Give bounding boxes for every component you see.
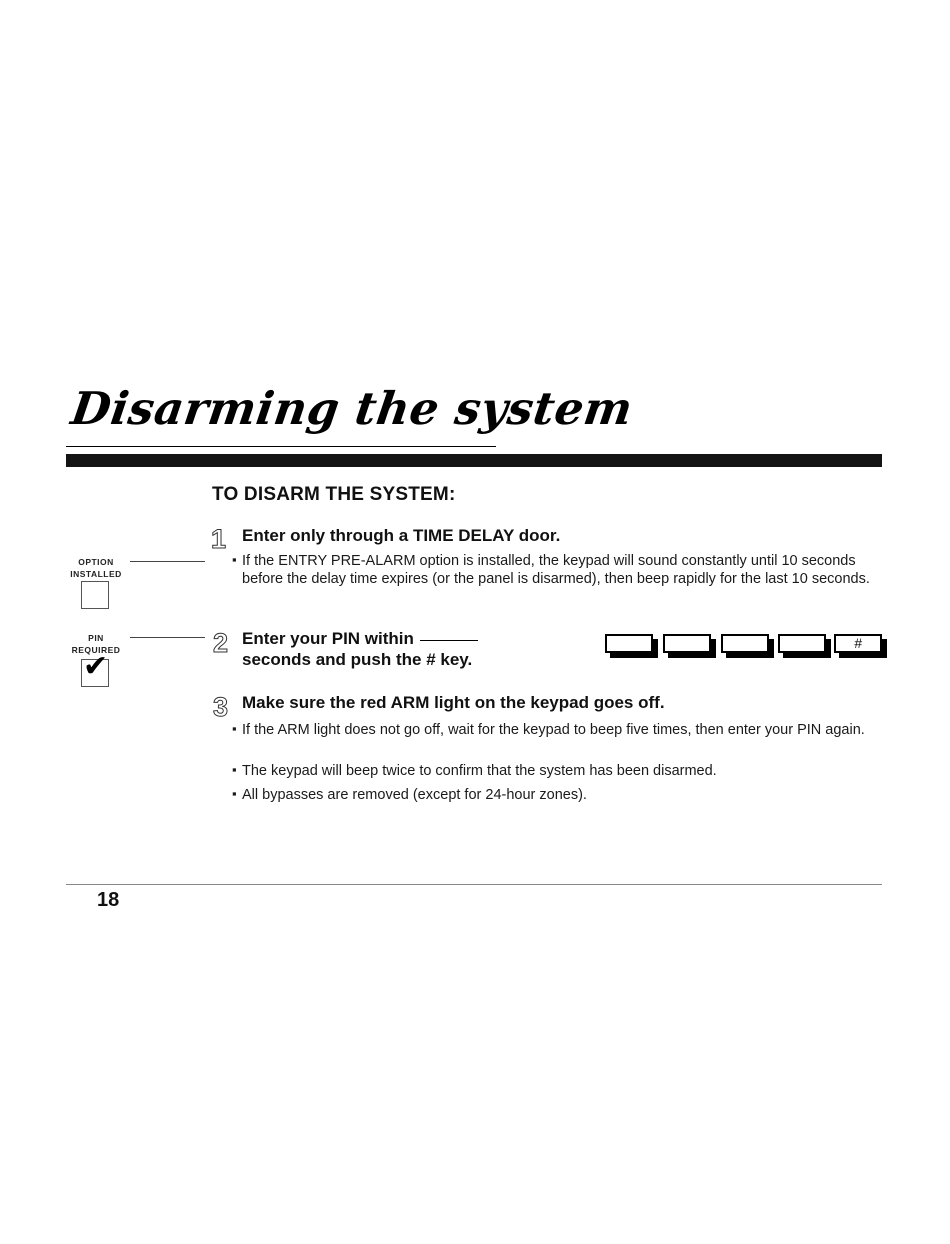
step-3-bullet-text: All bypasses are removed (except for 24-hour zones).: [242, 787, 587, 803]
option-label-line2: INSTALLED: [70, 568, 122, 579]
step-3-title: Make sure the red ARM light on the keypad goes off.: [242, 693, 665, 712]
keypad-key: [605, 634, 653, 653]
section-heading: TO DISARM THE SYSTEM:: [212, 484, 456, 505]
option-installed-label: [62, 557, 130, 580]
step-number-1: 1: [211, 524, 227, 554]
step-1-title: Enter only through a TIME DELAY door.: [242, 526, 561, 545]
step-1-bullet-text: If the ENTRY PRE-ALARM option is installed, the keypad will sound constantly until 10 seconds before the delay time expires (or the panel is disarmed), then beep rapidly for the last 10 seconds.: [242, 553, 870, 587]
step-1-bullet: [232, 552, 872, 588]
page-title: Disarming the system: [68, 382, 636, 435]
title-underline: [66, 446, 496, 447]
keypad-hash-key: #: [834, 634, 882, 653]
step-3-bullet-text: The keypad will beep twice to confirm that the system has been disarmed.: [242, 763, 717, 779]
bullet-icon: ▪: [232, 721, 237, 736]
step-2-title-line1: Enter your PIN within: [242, 629, 414, 648]
pin-leader-line: [130, 637, 205, 638]
step-3-bullet-text: If the ARM light does not go off, wait for the keypad to beep five times, then enter your PIN again.: [242, 722, 865, 738]
step-2-title: [242, 628, 478, 670]
bullet-icon: ▪: [232, 762, 237, 777]
footer-divider: [66, 884, 882, 885]
option-leader-line: [130, 561, 205, 562]
option-label-line1: OPTION: [78, 557, 114, 567]
page-number: 18: [97, 889, 120, 911]
step-3-bullet: [232, 762, 872, 780]
keypad-key: [663, 634, 711, 653]
step-2-title-line2: seconds and push the # key.: [242, 650, 473, 669]
keypad-key: [778, 634, 826, 653]
bullet-icon: ▪: [232, 786, 237, 801]
pin-label-line2: REQUIRED: [71, 644, 121, 655]
pin-delay-blank: [420, 640, 478, 641]
step-3-bullet: [232, 721, 872, 739]
bullet-icon: ▪: [232, 552, 237, 567]
pin-label-line1: PIN: [88, 633, 104, 643]
step-number-3: 3: [213, 692, 229, 722]
step-3-bullet: [232, 786, 872, 804]
title-divider-bar: [66, 454, 882, 467]
step-number-2: 2: [213, 628, 229, 658]
keypad-key: [721, 634, 769, 653]
option-installed-checkbox[interactable]: [81, 581, 109, 609]
checkmark-icon: ✔: [83, 649, 109, 684]
